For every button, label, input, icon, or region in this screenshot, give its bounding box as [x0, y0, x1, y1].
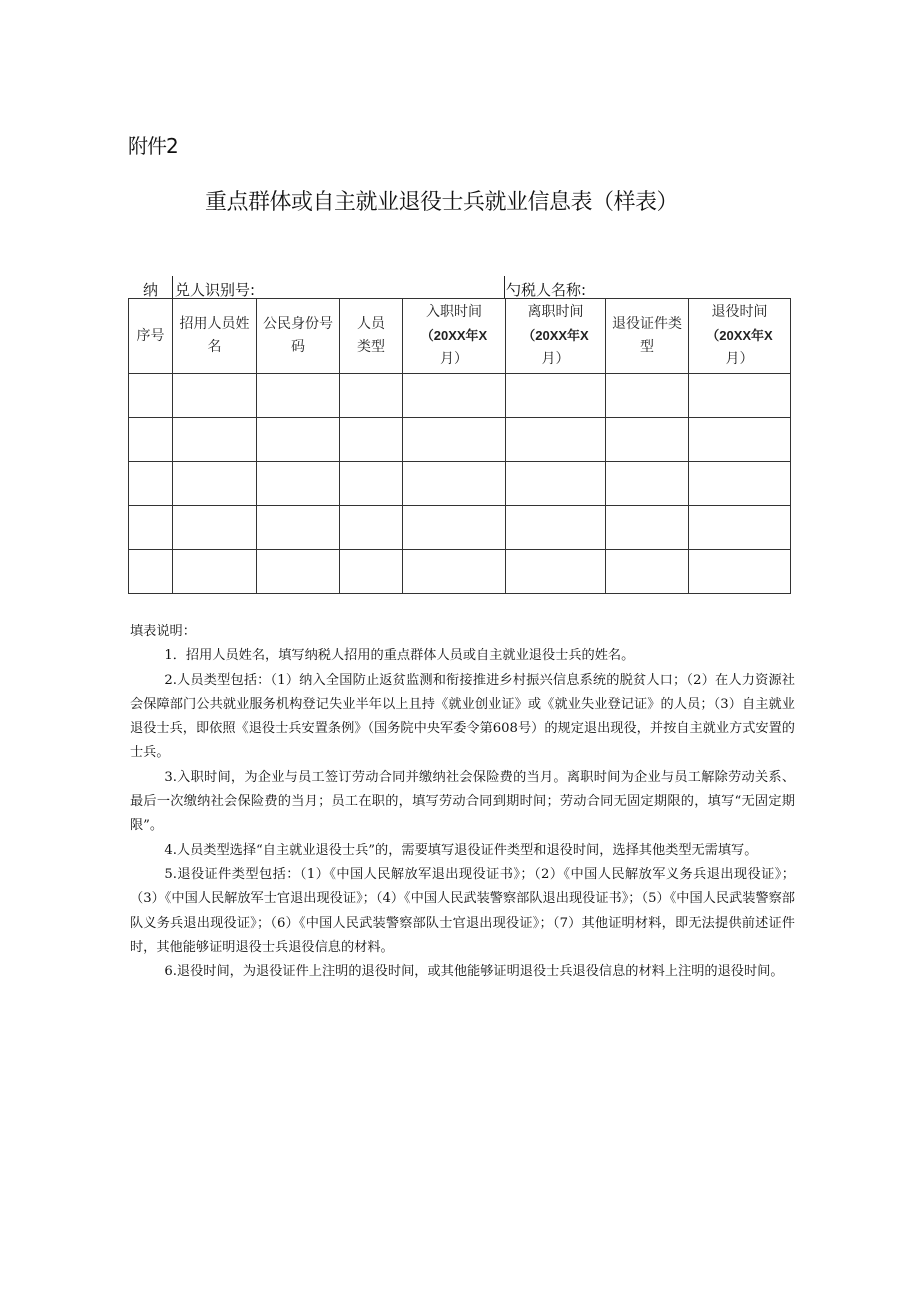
table-cell[interactable] — [506, 374, 606, 418]
table-row — [129, 550, 791, 594]
table-cell[interactable] — [129, 418, 173, 462]
table-header-row — [129, 299, 791, 374]
table-cell[interactable] — [340, 418, 403, 462]
employment-info-table — [128, 298, 791, 594]
table-cell[interactable] — [129, 462, 173, 506]
table-cell[interactable] — [340, 550, 403, 594]
table-cell[interactable] — [340, 506, 403, 550]
table-cell[interactable] — [403, 374, 506, 418]
table-cell[interactable] — [689, 550, 791, 594]
table-cell[interactable] — [257, 418, 340, 462]
col-header-leave-date: 离职时间 （20XX年X 月） — [506, 299, 606, 374]
col-header-person-type: 人员 类型 — [340, 299, 403, 374]
instruction-item: 4.人员类型选择“自主就业退役士兵”的，需要填写退役证件类型和退役时间，选择其他类型无需填写。 — [164, 842, 758, 858]
table-row — [129, 462, 791, 506]
table-cell[interactable] — [689, 506, 791, 550]
table-cell[interactable] — [689, 462, 791, 506]
table-cell[interactable] — [606, 550, 689, 594]
table-cell[interactable] — [129, 374, 173, 418]
table-cell[interactable] — [403, 462, 506, 506]
table-cell[interactable] — [257, 550, 340, 594]
instructions-heading: 填表说明： — [130, 624, 196, 639]
table-cell[interactable] — [689, 418, 791, 462]
instruction-item: 6.退役时间，为退役证件上注明的退役时间，或其他能够证明退役士兵退役信息的材料上注明的退役时间。 — [164, 964, 784, 980]
attachment-label: 附件2 — [128, 134, 178, 158]
table-cell[interactable] — [257, 374, 340, 418]
table-cell[interactable] — [340, 462, 403, 506]
table-cell[interactable] — [403, 506, 506, 550]
table-cell[interactable] — [173, 418, 257, 462]
table-cell[interactable] — [403, 550, 506, 594]
table-cell[interactable] — [257, 506, 340, 550]
taxpayer-id-prefix: 纳 — [143, 281, 159, 299]
table-cell[interactable] — [506, 550, 606, 594]
table-cell[interactable] — [606, 462, 689, 506]
table-cell[interactable] — [606, 506, 689, 550]
instruction-item: 1．招用人员姓名，填写纳税人招用的重点群体人员或自主就业退役士兵的姓名。 — [164, 648, 635, 664]
table-cell[interactable] — [403, 418, 506, 462]
table-cell[interactable] — [173, 550, 257, 594]
table-cell[interactable] — [606, 374, 689, 418]
table-cell[interactable] — [689, 374, 791, 418]
instruction-item: 5.退役证件类型包括：（1）《中国人民解放军退出现役证书》；（2）《中国人民解放军义务兵退出现役证》；（3）《中国人民解放军士官退出现役证》；（4）《中国人民武装警察部队退出现役证书》；（5）《中国人民武装警察部队义务兵退出现役证》；（6）《中国人民武装警察部队士官退出现役证》；（7）其他证明材料，即无法提供前述证件时，其他能够证明退役士兵退役信息的材料。 — [130, 866, 795, 955]
col-header-id-number: 公民身份号 码 — [257, 299, 340, 374]
table-cell[interactable] — [606, 418, 689, 462]
table-cell[interactable] — [257, 462, 340, 506]
table-cell[interactable] — [173, 506, 257, 550]
table-cell[interactable] — [129, 550, 173, 594]
table-cell[interactable] — [173, 374, 257, 418]
divider — [504, 276, 505, 298]
table-cell[interactable] — [506, 506, 606, 550]
table-cell[interactable] — [506, 418, 606, 462]
col-header-discharge-cert-type: 退役证件类 型 — [606, 299, 689, 374]
instruction-item: 2.人员类型包括：（1）纳入全国防止返贫监测和衔接推进乡村振兴信息系统的脱贫人口；（2）在人力资源社会保障部门公共就业服务机构登记失业半年以上且持《就业创业证》或《就业失业登记证》的人员；（3）自主就业退役士兵，即依照《退役士兵安置条例》（国务院中央军委令第608号）的规定退出现役，并按自主就业方式安置的士兵。 — [130, 672, 795, 761]
table-row — [129, 418, 791, 462]
filling-instructions — [130, 620, 795, 984]
divider — [172, 276, 173, 298]
page-title: 重点群体或自主就业退役士兵就业信息表（样表） — [205, 190, 679, 215]
table-cell[interactable] — [173, 462, 257, 506]
table-row — [129, 374, 791, 418]
table-cell[interactable] — [340, 374, 403, 418]
instruction-item: 3.入职时间，为企业与员工签订劳动合同并缴纳社会保险费的当月。离职时间为企业与员工解除劳动关系、最后一次缴纳社会保险费的当月；员工在职的，填写劳动合同到期时间；劳动合同无固定期限的，填写“无固定期限”。 — [130, 769, 795, 834]
col-header-index: 序号 — [129, 299, 173, 374]
table-cell[interactable] — [129, 506, 173, 550]
col-header-discharge-date: 退役时间 （20XX年X 月） — [689, 299, 791, 374]
taxpayer-id-label: 兑人识别号: — [175, 281, 256, 299]
taxpayer-name-label: 勺税人名称: — [506, 281, 587, 299]
table-row — [129, 506, 791, 550]
table-cell[interactable] — [506, 462, 606, 506]
col-header-name: 招用人员姓 名 — [173, 299, 257, 374]
col-header-hire-date: 入职时间 （20XX年X 月） — [403, 299, 506, 374]
